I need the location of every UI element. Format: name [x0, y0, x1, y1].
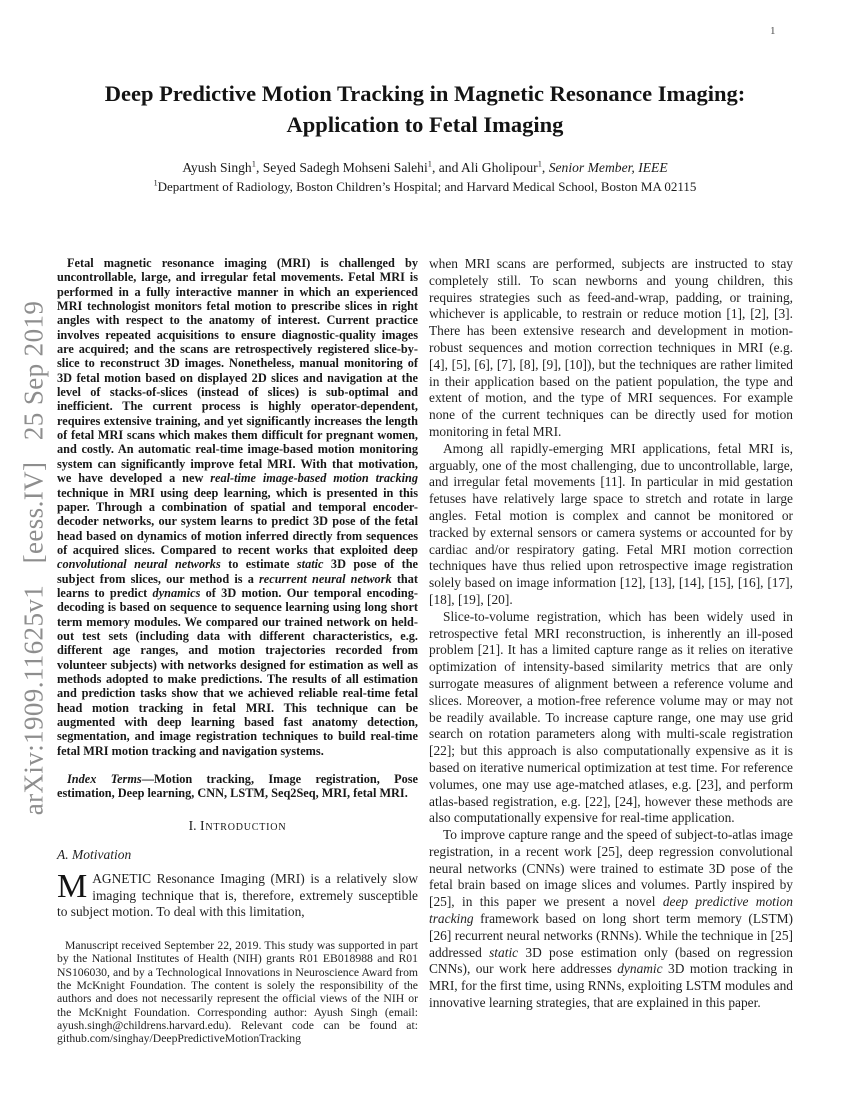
affiliation-line: $^1$Department of Radiology, Boston Children’s Hospital; and Harvard Medical School, Boston MA 02115 — [153, 178, 697, 194]
section-number: I. — [188, 817, 197, 833]
manuscript-footnote: Manuscript received September 22, 2019. This study was supported in part by the National Institutes of Health (NIH) grants R01 EB018988 and R01 NS106030, and by a Technological Innovations in Neuroscience Award from the McKnight Foundation. The content is solely the responsibility of the authors and does not necessarily represent the official views of the NIH or the McKnight Foundation. Corresponding author: Ayush Singh (email: ayush.singh@childrens.harvard.edu). Relevant code can be found at: github.com/singhay/DeepPredictiveMotionTracking — [57, 939, 418, 1046]
abstract-text: Fetal magnetic resonance imaging (MRI) is challenged by uncontrollable, large, and irregular fetal movements. Fetal MRI is performed in a fully interactive manner in which an experienced MRI technologist monitors fetal motion to prescribe slices in right angles with respect to the anatomy of interest. Current practice involves repeated acquisitions to ensure diagnostic-quality images are acquired; and the scans are retrospectively registered slice-by-slice to reconstruct 3D images. Nonetheless, manual monitoring of 3D fetal motion based on displayed 2D slices and navigation at the level of stacks-of-slices (instead of slices) is sub-optimal and inefficient. The current process is highly operator-dependent, requires extensive training, and yet significantly increases the length of fetal MRI scans which makes them difficult for pregnant women, and costly. An automatic real-time image-based motion monitoring system can significantly improve fetal MRI. With that motivation, we have developed a new real-time image-based motion tracking technique in MRI using deep learning, which is presented in this paper. Through a combination of spatial and temporal encoder-decoder networks, our system learns to predict 3D pose of the fetal head based on dynamics of motion inferred directly from sequences of acquired slices. Compared to recent works that exploited deep convolutional neural networks to estimate static 3D pose of the subject from slices, our method is a recurrent neural network that learns to predict dynamics of 3D motion. Our temporal encoding-decoding is based on sequence to sequence learning using long short term memory modules. We compared our trained network on held-out test sets (including data with different characteristics, e.g. different age ranges, and motion trajectories recorded from volunteer subjects) with networks designed for estimation as well as methods adopted to make predictions. The results of all estimation and prediction tasks show that we achieved reliable real-time fetal head motion tracking in fetal MRI. This technique can be augmented with deep learning based fast anatomy detection, segmentation, and image registration techniques to build real-time fetal MRI motion tracking and navigation systems. — [57, 256, 418, 758]
paper-title-line1: Deep Predictive Motion Tracking in Magnetic Resonance Imaging: — [104, 81, 746, 106]
section-title: Introduction — [200, 817, 287, 833]
paper-header — [0, 78, 850, 195]
right-column — [429, 256, 793, 1012]
intro-paragraph-text: AGNETIC Resonance Imaging (MRI) is a relatively slow imaging technique that is, therefore, extremely susceptible to subject motion. To deal with this limitation, — [57, 870, 418, 920]
body-paragraph: Among all rapidly-emerging MRI applications, fetal MRI is, arguably, one of the most challenging, due to uncontrollable, large, and irregular fetal movements [11]. In particular in mid gestation fetuses have relatively large space to stretch and rotate in large angles. Fetal motion is complex and cannot be monitored or tracked by external sensors or camera systems or accounted for by cardiac and/or respiratory gating. Fetal MRI motion correction techniques have thus relied upon retrospective image registration solely based on image information [12], [13], [14], [15], [16], [17], [18], [19], [20]. — [429, 440, 793, 607]
subsection-heading-motivation: A. Motivation — [57, 846, 132, 862]
left-column — [57, 256, 418, 921]
body-paragraph: To improve capture range and the speed of subject-to-atlas image registration, in a recent work [25], deep regression convolutional neural networks (CNNs) were trained to estimate 3D pose of the fetal brain based on image slices and volumes. Partly inspired by [25], in this paper we present a novel deep predictive motion tracking framework based on long short term memory (LSTM) [26] recurrent neural networks (RNNs). While the technique in [25] addressed static 3D pose estimation only (based on regression CNNs), our work here addresses dynamic 3D motion tracking in MRI, for the first time, using RNNs, exploiting LSTM modules and innovative learning strategies, that are explained in this paper. — [429, 827, 793, 1011]
body-paragraph: Slice-to-volume registration, which has been widely used in retrospective fetal MRI reconstruction, is inherently an ill-posed problem [21]. It has a limited capture range as it relies on iterative optimization of intensity-based similarity metrics that are only surrogate measures of alignment between a reference volume and slices. Moreover, a motion-free reference volume may or may not be readily available. To increase capture range, one may use grid search on rotation parameters along with multi-scale registration [22]; but this approach is also computationally expensive as it is based on iterative numerical optimization at test time. For reference volumes, one may use age-matched atlases, e.g. [23], and perform atlas-based registration, e.g. [22], [24], however these methods are also computationally expensive for real-time application. — [429, 608, 793, 826]
arxiv-watermark: arXiv:1909.11625v1 [eess.IV] 25 Sep 2019 — [18, 300, 49, 816]
body-paragraph: when MRI scans are performed, subjects are instructed to stay completely still. To scan newborns and young children, this requires strategies such as feed-and-wrap, padding, or training, whichever is applicable, to restrain or reduce motion [1], [2], [3]. There has been extensive research and development in motion-robust sequences and motion correction techniques in MRI (e.g. [4], [5], [6], [7], [8], [9], [10]), but the techniques are rather limited in their application based on the patient population, the type and extent of motion, and the type of MRI sequences. For example none of the current techniques can be directly used for motion monitoring in fetal MRI. — [429, 256, 793, 439]
section-heading-introduction — [57, 818, 418, 834]
drop-cap: M — [57, 867, 88, 905]
paper-title — [40, 78, 810, 140]
index-terms: Index Terms—Motion tracking, Image registration, Pose estimation, Deep learning, CNN, LSTM, Seq2Seq, MRI, fetal MRI. — [57, 772, 418, 801]
intro-paragraph — [57, 867, 418, 921]
page-number: 1 — [770, 25, 776, 37]
authors-line: Ayush Singh$^1$, Seyed Sadegh Mohseni Salehi$^1$, and Ali Gholipour$^1$, Senior Member, IEEE — [182, 158, 668, 175]
paper-title-line2: Application to Fetal Imaging — [286, 112, 564, 137]
